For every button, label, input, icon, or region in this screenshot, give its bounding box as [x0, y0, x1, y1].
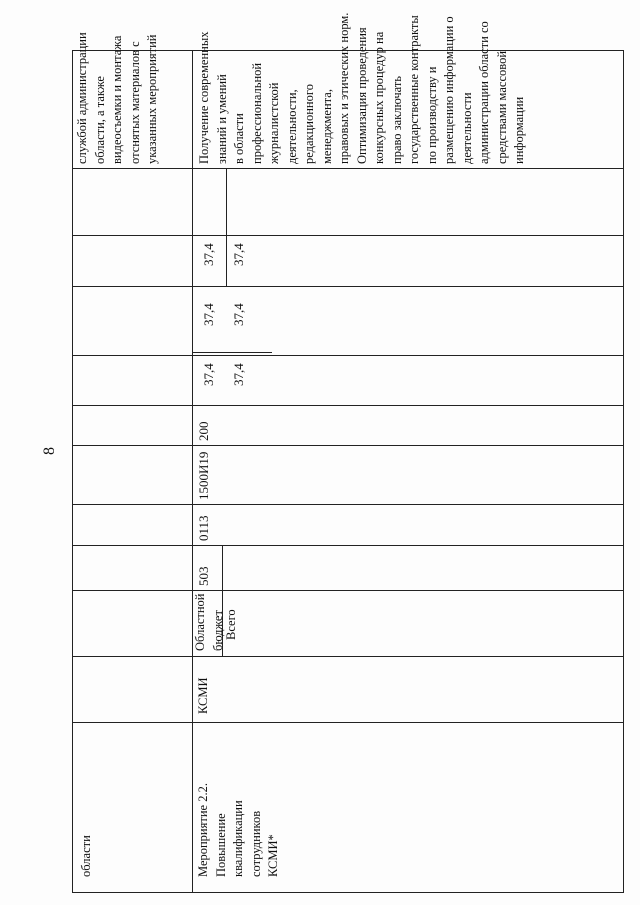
year3-split [226, 168, 227, 235]
code-ministry: 503 [196, 566, 211, 586]
table-border-right [623, 50, 624, 893]
column-line [72, 722, 624, 723]
year3-value-total: 37,4 [231, 243, 246, 266]
year2-value: 37,4 [201, 303, 216, 326]
table-border-left [72, 50, 73, 893]
column-line [72, 355, 624, 356]
column-line [72, 235, 624, 236]
expected-result: Получение современных знаний и умений в области профессиональной журналистской деятельности, редакционного менеджмента, правовых и этических норм. Оптимизация проведения конкурсных процедур на право заключать государственные контракты по производству и размещению информации о деятельности администрации области со средствами массовой информации [197, 12, 526, 164]
code-section: 0113 [196, 515, 211, 541]
budget-table [72, 12, 624, 893]
year1-value: 37,4 [201, 363, 216, 386]
code-expense-type: 200 [196, 421, 211, 441]
column-line [72, 405, 624, 406]
year3-value: 37,4 [201, 243, 216, 266]
column-line [72, 545, 624, 546]
year1-split [192, 352, 272, 353]
prev-row-description: службой администрации области, а также видеосъемки и монтажа отснятых материалов с указанных мероприятий [75, 32, 159, 164]
column-line [72, 168, 624, 169]
code-target: 1500И19 [196, 451, 211, 500]
column-line [72, 286, 624, 287]
column-line [72, 504, 624, 505]
funding-total: Всего [224, 609, 238, 640]
event-name: Мероприятие 2.2. Повышение квалификации сотрудников КСМИ* [196, 783, 280, 877]
page-number: 8 [41, 447, 58, 455]
prev-row-name: области [79, 835, 93, 877]
year2-split [226, 235, 227, 286]
funding-source: Областной бюджет [193, 593, 225, 651]
executor: КСМИ [196, 677, 210, 714]
column-line [72, 445, 624, 446]
row-separator [192, 50, 193, 893]
year2-value-total: 37,4 [231, 303, 246, 326]
column-line [72, 656, 624, 657]
year1-value-total: 37,4 [231, 363, 246, 386]
column-line [72, 590, 624, 591]
table-border-bottom [72, 892, 624, 893]
